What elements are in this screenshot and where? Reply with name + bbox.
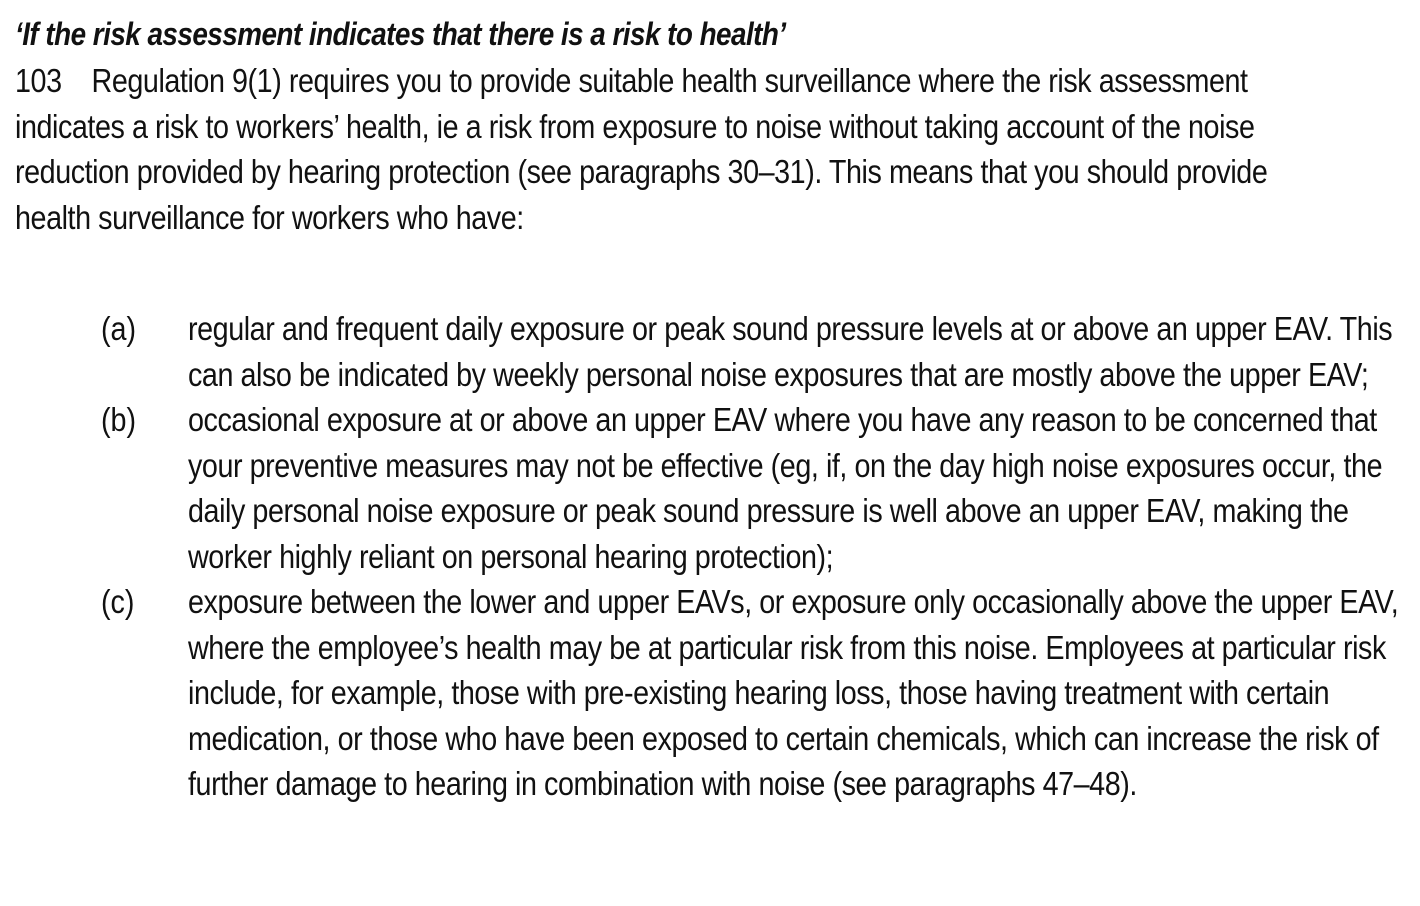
list-item-c (15, 579, 1410, 807)
document (15, 12, 1410, 802)
section-heading: ‘If the risk assessment indicates that there is a risk to health’ (15, 16, 786, 52)
list-marker: (a) (101, 310, 137, 347)
list-item-text: occasional exposure at or above an upper EAV where you have any reason to be concerned that your preventive measures may not be effective (eg, if, on the day high noise exposures occur, the daily personal noise exposure or peak sound pressure is well above an upper EAV, making the worker highly reliant on personal hearing protection); (188, 401, 1383, 575)
paragraph-text: Regulation 9(1) requires you to provide suitable health surveillance where the risk assessment indicates a risk to workers’ health, ie a risk from exposure to noise without taking account of the noise reduction provided by hearing protection (see paragraphs 30–31). This means that you should provide health surveillance for workers who have: (15, 62, 1268, 236)
list-marker: (c) (101, 583, 135, 620)
list-item-text: regular and frequent daily exposure or peak sound pressure levels at or above an upper EAV. This can also be indicated by weekly personal noise exposures that are mostly above the upper EAV; (188, 310, 1393, 393)
list-item-text: exposure between the lower and upper EAVs, or exposure only occasionally above the upper EAV, where the employee’s health may be at particular risk from this noise. Employees at particular risk include, for example, those with pre-existing hearing loss, those having treatment with certain medication, or those who have been exposed to certain chemicals, which can increase the risk of further damage to hearing in combination with noise (see paragraphs 47–48). (188, 583, 1399, 802)
criteria-list (15, 306, 1410, 807)
list-item-b (15, 397, 1410, 579)
list-item-a (15, 306, 1410, 397)
paragraph-number: 103 (15, 62, 62, 99)
paragraph-103 (15, 58, 1329, 240)
list-marker: (b) (101, 401, 137, 438)
